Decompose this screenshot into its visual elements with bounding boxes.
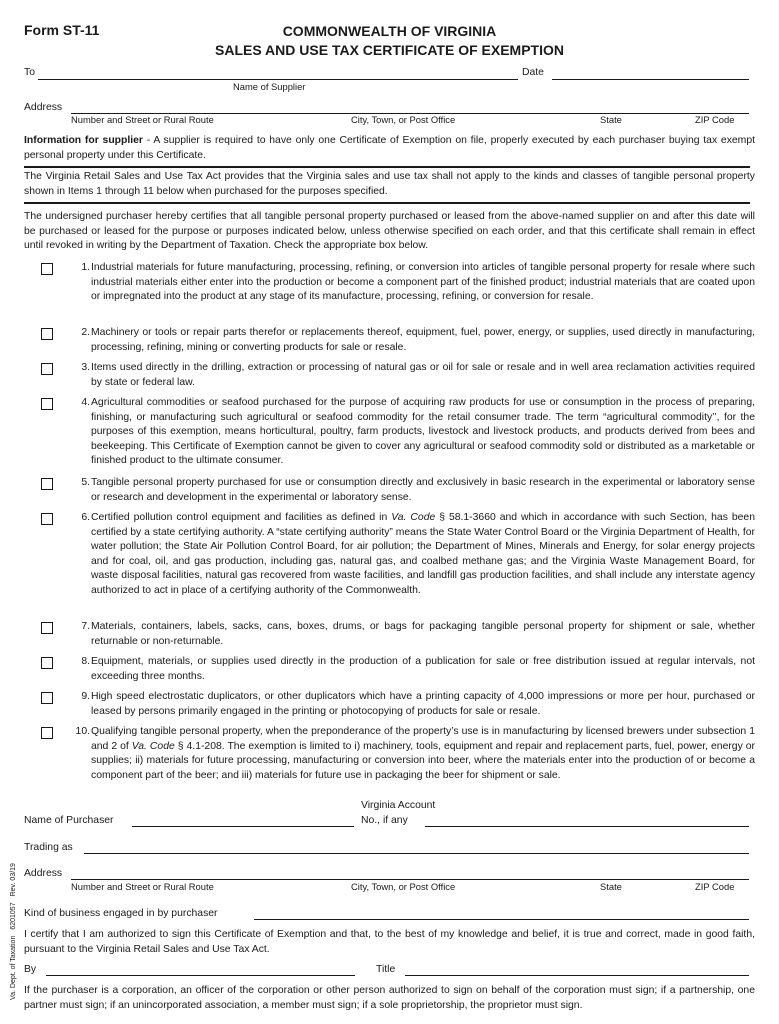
- purchaser-name-label: Name of Purchaser: [24, 815, 114, 826]
- account-label-line1: Virginia Account: [361, 800, 436, 811]
- item-8-checkbox[interactable]: [41, 657, 53, 669]
- form-code: 6201057: [10, 902, 17, 930]
- item-text: Industrial materials for future manufacturing, processing, refining, or conversion into articles of tangible personal property for resale where such industrial materials either enter into the production or become a component part of the finished product; industrial materials that are coated upon or impregnated into the product at any stage of its manufacture, processing, refining, or conversion for resale.: [91, 262, 755, 303]
- item-text-part: Certified pollution control equipment and facilities as defined in: [91, 512, 392, 523]
- va-code-ref: Va. Code: [131, 740, 175, 752]
- margin-codes: [10, 857, 18, 1000]
- supplier-name-field[interactable]: [38, 66, 518, 80]
- divider: [24, 166, 750, 168]
- form-title-line2: SALES AND USE TAX CERTIFICATE OF EXEMPTION: [215, 42, 564, 58]
- item-number: 4.: [81, 397, 90, 408]
- item-number: 2.: [81, 327, 90, 338]
- supplier-street-sublabel: Number and Street or Rural Route: [71, 114, 214, 125]
- item-1-checkbox[interactable]: [41, 263, 53, 275]
- item-7-checkbox[interactable]: [41, 622, 53, 634]
- business-kind-label: Kind of business engaged in by purchaser: [24, 908, 218, 919]
- purchaser-city-sublabel: City, Town, or Post Office: [351, 881, 456, 892]
- date-label: Date: [522, 67, 544, 78]
- purchaser-state-sublabel: State: [600, 881, 622, 892]
- trading-as-field[interactable]: [84, 841, 749, 854]
- account-label-line2: No., if any: [361, 815, 408, 826]
- item-text: Equipment, materials, or supplies used directly in the production of a publication for sale or free distribution issued at regular intervals, not exceeding three months.: [91, 656, 755, 682]
- act-text: The Virginia Retail Sales and Use Tax Act provides that the Virginia sales and use tax shall not apply to the kinds and classes of tangible personal property shown in Items 1 through 11 below when purchased for the purposes specified.: [24, 171, 755, 197]
- item-number: 8.: [81, 656, 90, 667]
- certify-text: The undersigned purchaser hereby certifies that all tangible personal property purchased or leased from the above-named supplier on and after this date will be purchased or leased for the purpose or purposes indicated below, unless otherwise specified on each order, and that this certificate shall remain in effect until revoked in writing by the Department of Taxation. Check the appropriate box below.: [24, 211, 755, 252]
- supplier-address-field[interactable]: [71, 101, 749, 114]
- item-text-part: Qualifying tangible personal property, when the preponderance of the property’s use is in manufacturing by licensed brewers under subsection 1 and 2 of: [91, 726, 755, 752]
- item-4-checkbox[interactable]: [41, 398, 53, 410]
- purchaser-address-field[interactable]: [71, 867, 749, 880]
- item-number: 9.: [81, 691, 90, 702]
- item-text: Machinery or tools or repair parts therefor or replacements thereof, equipment, fuel, power, energy, or supplies, used directly in manufacturing, processing, refining, mining or converting products for sale or resale.: [91, 327, 755, 353]
- supplier-state-sublabel: State: [600, 114, 622, 125]
- title-field[interactable]: [405, 963, 749, 976]
- footer-signing-text: If the purchaser is a corporation, an officer of the corporation or other person authorized to sign on behalf of the corporation must sign; if a partnership, one partner must sign; if an unincorporated association, a member must sign; if a sole proprietorship, the proprietor must sign.: [24, 985, 755, 1011]
- item-text: High speed electrostatic duplicators, or other duplicators which have a printing capacity of 4,000 impressions or more per hour, purchased or leased by persons primarily engaged in the printing or photocopying of products for sale or resale.: [91, 691, 755, 717]
- signature-field[interactable]: [46, 963, 355, 976]
- item-number: 10.: [75, 726, 90, 737]
- item-2-checkbox[interactable]: [41, 328, 53, 340]
- purchaser-street-sublabel: Number and Street or Rural Route: [71, 881, 214, 892]
- supplier-city-sublabel: City, Town, or Post Office: [351, 114, 456, 125]
- item-10-checkbox[interactable]: [41, 727, 53, 739]
- revision-code: Rev. 03/19: [10, 863, 17, 897]
- item-text: Tangible personal property purchased for use or consumption directly and exclusively in basic research in the experimental or laboratory sense or research and development in the experimental or laboratory sense.: [91, 477, 755, 503]
- item-text: Materials, containers, labels, sacks, cans, boxes, drums, or bags for packaging tangible personal property for shipment or sale, whether returnable or non-returnable.: [91, 621, 755, 647]
- date-field[interactable]: [552, 66, 749, 80]
- account-number-field[interactable]: [425, 814, 749, 827]
- supplier-info-text: - A supplier is required to have only one Certificate of Exemption on file, properly executed by each purchaser buying tax exempt personal property under this Certificate.: [24, 135, 755, 161]
- supplier-address-label: Address: [24, 102, 63, 113]
- item-number: 6.: [81, 512, 90, 523]
- item-9-checkbox[interactable]: [41, 692, 53, 704]
- by-label: By: [24, 964, 37, 975]
- item-6-checkbox[interactable]: [41, 513, 53, 525]
- form-number: Form ST-11: [24, 22, 100, 38]
- item-text-part: § 4.1-208. The exemption is limited to i) machinery, tools, equipment and repair and replacement parts, fuel, power, energy or supplies; ii) materials for future processing, manufacturing or conversion into beer, where the materials enter into the production of or become a component part of the beer; and iii) materials for future use in packaging the beer for shipment or sale.: [91, 740, 756, 781]
- item-5-checkbox[interactable]: [41, 478, 53, 490]
- purchaser-name-field[interactable]: [132, 814, 354, 827]
- supplier-name-sublabel: Name of Supplier: [233, 81, 306, 92]
- item-number: 3.: [81, 362, 90, 373]
- item-text: Agricultural commodities or seafood purchased for the purpose of acquiring raw products for use or consumption in the process of preparing, finishing, or manufacturing such agricultural or seafood commodity for the retail consumer trade. The term “agricultural commodity’’, for the purposes of this exemption, means horticultural, poultry, farm products, livestock and livestock products, and products derived from bees and beekeeping. This Certificate of Exemption cannot be given to cover any agricultural or seafood commodity sold or distributed as a marketable or finished product to the ultimate consumer.: [91, 397, 755, 467]
- supplier-info: [24, 134, 755, 163]
- certification-text: I certify that I am authorized to sign this Certificate of Exemption and that, to the best of my knowledge and belief, it is true and correct, made in good faith, pursuant to the Virginia Retail Sales and Use Tax Act.: [24, 929, 755, 955]
- item-number: 7.: [81, 621, 90, 632]
- supplier-info-heading: Information for supplier: [24, 135, 143, 146]
- business-kind-field[interactable]: [254, 907, 749, 920]
- supplier-zip-sublabel: ZIP Code: [695, 114, 735, 125]
- form-title-line1: COMMONWEALTH OF VIRGINIA: [282, 23, 497, 39]
- item-text: Items used directly in the drilling, extraction or processing of natural gas or oil for sale or resale and in well area reclamation activities required by state or federal law.: [91, 362, 755, 388]
- to-label: To: [24, 67, 35, 78]
- item-number: 5.: [81, 477, 90, 488]
- item-number: 1.: [81, 262, 90, 273]
- dept-code: Va. Dept. of Taxation: [10, 935, 17, 1000]
- title-label: Title: [376, 964, 396, 975]
- item-text: [91, 725, 755, 783]
- trading-as-label: Trading as: [24, 842, 73, 853]
- item-text: [91, 511, 755, 599]
- item-3-checkbox[interactable]: [41, 363, 53, 375]
- purchaser-zip-sublabel: ZIP Code: [695, 881, 735, 892]
- item-text-part: § 58.1-3660 and which in accordance with such Section, has been certified by a state certifying authority. A “state certifying authority” means the State Water Control Board or the Virginia Department of Health, for water pollution; the State Air Pollution Control Board, for air pollution; the Department of Mines, Minerals and Energy, for solar energy projects and for coal, oil, and gas production, including gas, natural gas, and coalbed methane gas; and the Virginia Waste Management Board, for waste disposal facilities, natural gas recovered from waste facilities, and landfill gas production facilities, and shall include any interstate agency authorized to act in place of a certifying authority of the Commonwealth.: [91, 512, 755, 596]
- va-code-ref: Va. Code: [391, 512, 436, 523]
- purchaser-address-label: Address: [24, 868, 63, 879]
- divider: [24, 202, 750, 204]
